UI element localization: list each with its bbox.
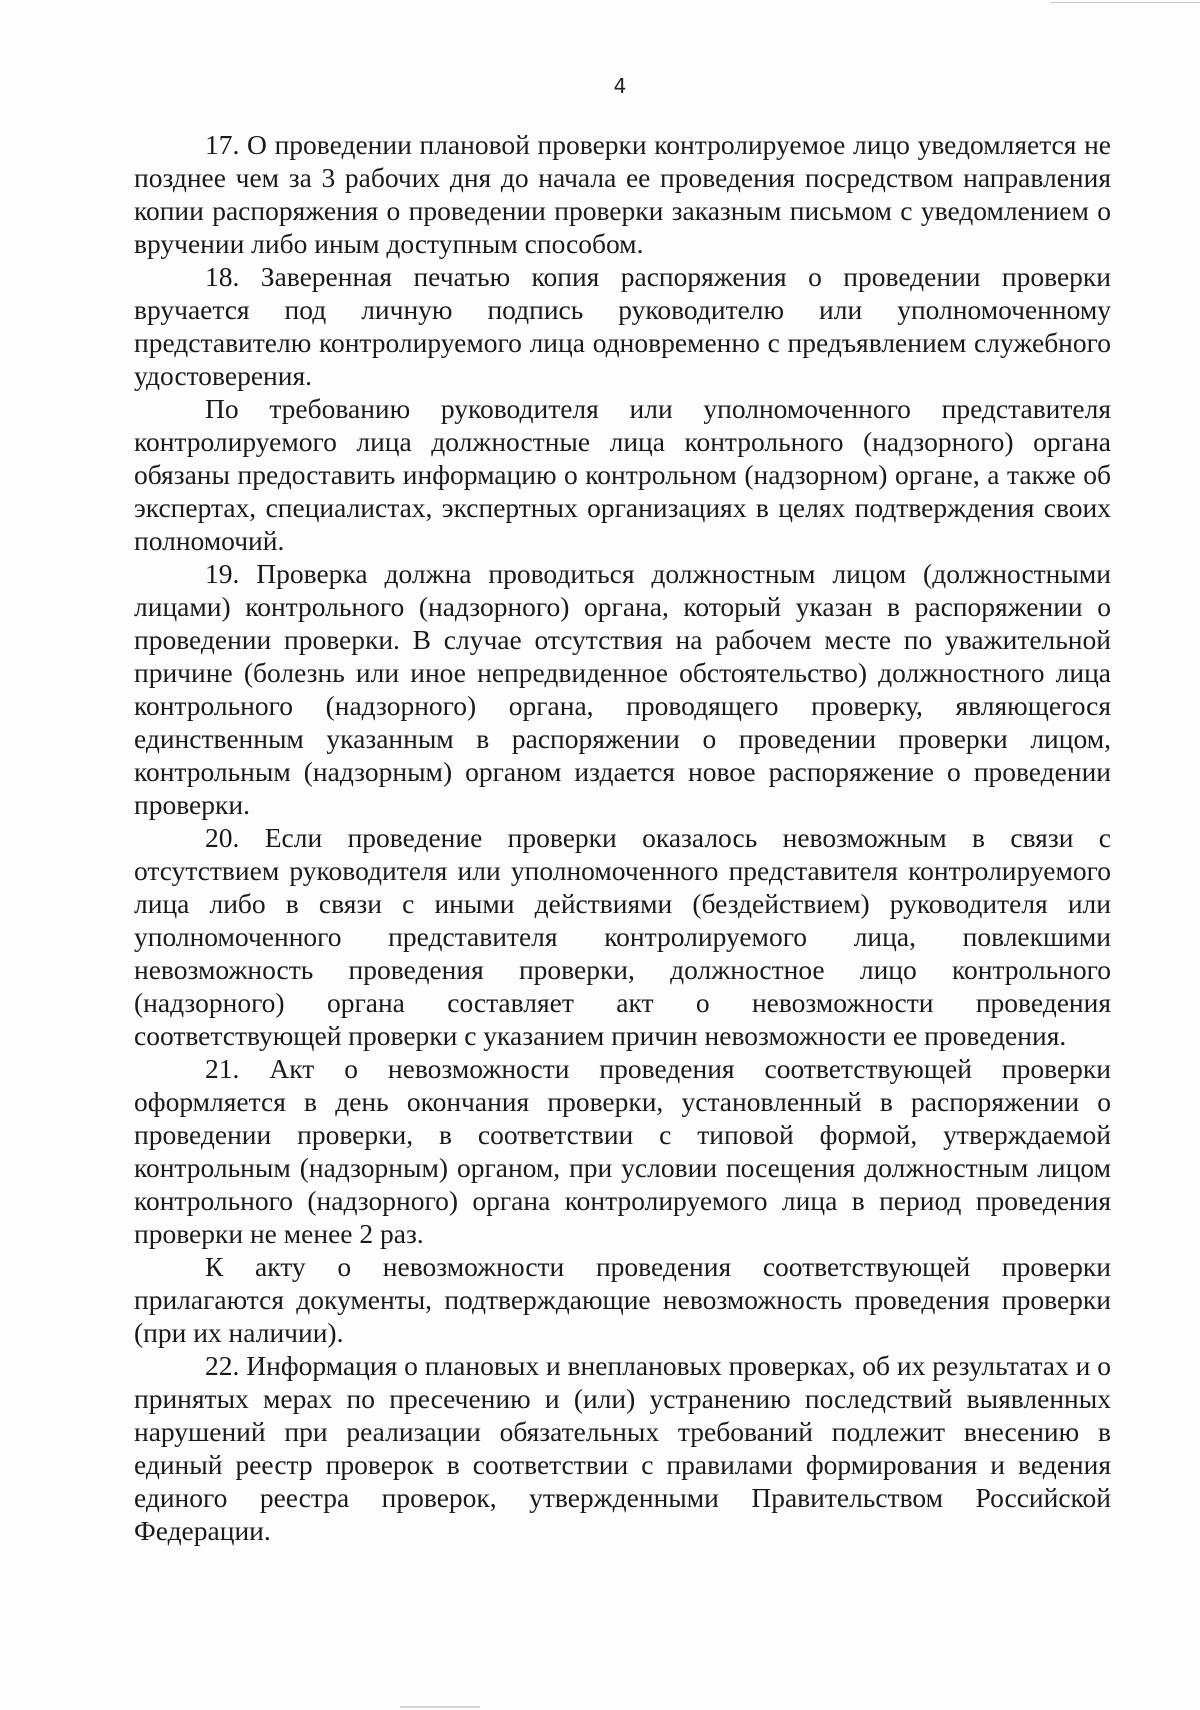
paragraph-20: 20. Если проведение проверки оказалось невозможным в связи с отсутствием руководителя или уполномоченного представителя контролируемого лица либо в связи с иными действиями (бездействием) руководителя или уполномоченного представителя контролируемого лица, повлекшими невозможность проведения проверки, должностное лицо контрольного (надзорного) органа составляет акт о невозможности проведения соответствующей проверки с указанием причин невозможности ее проведения. <box>134 822 1111 1051</box>
page-number: 4 <box>613 74 627 98</box>
document-body <box>134 128 1111 1547</box>
scan-edge-line-bottom <box>400 1706 480 1708</box>
paragraph-22: 22. Информация о плановых и внеплановых проверках, об их результатах и о принятых мерах по пресечению и (или) устранению последствий выявленных нарушений при реализации обязательных требований подлежит внесению в единый реестр проверок в соответствии с правилами формирования и ведения единого реестра проверок, утвержденными Правительством Российской Федерации. <box>134 1350 1111 1546</box>
paragraph-19: 19. Проверка должна проводиться должностным лицом (должностными лицами) контрольного (надзорного) органа, который указан в распоряжении о проведении проверки. В случае отсутствия на рабочем месте по уважительной причине (болезнь или иное непредвиденное обстоятельство) должностного лица контрольного (надзорного) органа, проводящего проверку, являющегося единственным указанным в распоряжении о проведении проверки лицом, контрольным (надзорным) органом издается новое распоряжение о проведении проверки. <box>134 558 1111 820</box>
paragraph-17: 17. О проведении плановой проверки контролируемое лицо уведомляется не позднее чем за 3 рабочих дня до начала ее проведения посредством направления копии распоряжения о проведении проверки заказным письмом с уведомлением о вручении либо иным доступным способом. <box>134 129 1111 259</box>
paragraph-21: 21. Акт о невозможности проведения соответствующей проверки оформляется в день окончания проверки, установленный в распоряжении о проведении проверки, в соответствии с типовой формой, утверждаемой контрольным (надзорным) органом, при условии посещения должностным лицом контрольного (надзорного) органа контролируемого лица в период проведения проверки не менее 2 раз. <box>134 1053 1111 1249</box>
scan-edge-line-top <box>1050 2 1200 3</box>
paragraph-18-continued: По требованию руководителя или уполномоченного представителя контролируемого лица должностные лица контрольного (надзорного) органа обязаны предоставить информацию о контрольном (надзорном) органе, а также об экспертах, специалистах, экспертных организациях в целях подтверждения своих полномочий. <box>134 393 1111 556</box>
paragraph-21-continued: К акту о невозможности проведения соответствующей проверки прилагаются документы, подтверждающие невозможность проведения проверки (при их наличии). <box>134 1251 1111 1348</box>
paragraph-18: 18. Заверенная печатью копия распоряжения о проведении проверки вручается под личную подпись руководителю или уполномоченному представителю контролируемого лица одновременно с предъявлением служебного удостоверения. <box>134 261 1111 391</box>
